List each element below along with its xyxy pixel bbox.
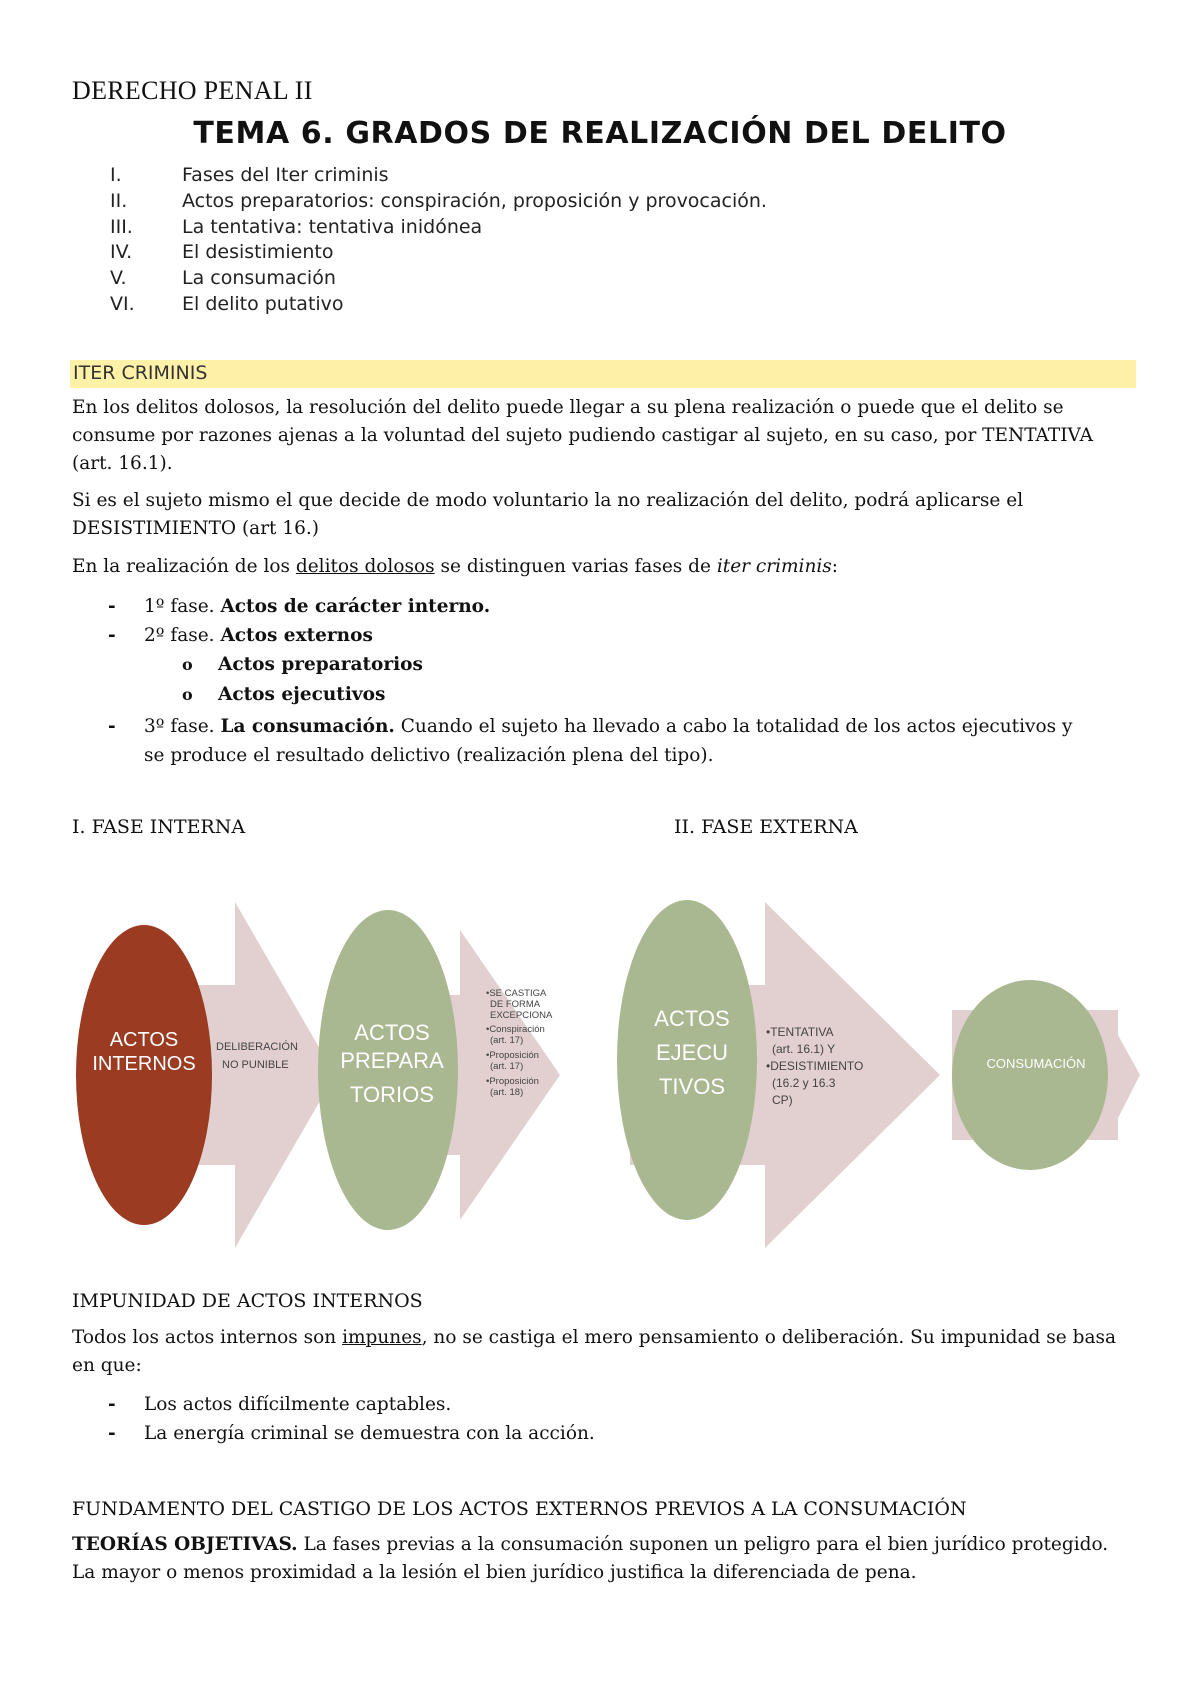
arrow-text: (art. 17) (490, 1035, 524, 1046)
dash-bullet: - (108, 625, 116, 646)
toc-text: El delito putativo (182, 293, 344, 315)
node-text: CONSUMACIÓN (986, 1056, 1086, 1071)
paragraph-tentativa (72, 394, 1132, 478)
node-text: TORIOS (350, 1082, 434, 1107)
paragraph-text: Si es el sujeto mismo el que decide de modo voluntario la no realización del delito, podrá aplicarse el DESISTIMIENTO (art 16.) (72, 490, 1024, 539)
page-title: TEMA 6. GRADOS DE REALIZACIÓN DEL DELITO (193, 116, 1007, 151)
dash-bullet: - (108, 1394, 116, 1415)
arrow-text: (16.2 y 16.3 (772, 1076, 836, 1090)
text-run: 1º fase. (144, 596, 221, 617)
arrow-text: •Conspiración (486, 1024, 545, 1035)
heading-highlight (70, 360, 1136, 388)
toc-number: VI. (110, 293, 135, 315)
toc-text: Fases del Iter criminis (182, 164, 389, 186)
phase-label-internal: I. FASE INTERNA (72, 816, 246, 838)
arrow-text: DE FORMA (490, 999, 541, 1010)
arrow-text: •Proposición (486, 1076, 539, 1087)
arrow-text: NO PUNIBLE (222, 1059, 289, 1071)
toc-text: La tentativa: tentativa inidónea (182, 216, 483, 238)
text-run: 3º fase. (144, 716, 221, 737)
node-consumacion (952, 980, 1108, 1170)
node-actos-internos (76, 925, 212, 1225)
toc-number: III. (110, 216, 133, 238)
arrow-text: •Proposición (486, 1050, 539, 1061)
text-run: Cuando el sujeto ha llevado a cabo la totalidad de los actos ejecutivos y (394, 716, 1073, 737)
section-heading-iter-criminis: ITER CRIMINIS (73, 362, 208, 384)
paragraph-fases (72, 553, 1132, 581)
underlined-term: impunes (342, 1327, 422, 1348)
node-text: TIVOS (658, 1074, 726, 1099)
arrow-text: CP) (772, 1093, 793, 1107)
arrow-text: •SE CASTIGA (486, 988, 547, 999)
arrow-text: EXCEPCIONA (490, 1010, 553, 1021)
section-heading-impunidad: IMPUNIDAD DE ACTOS INTERNOS (72, 1290, 423, 1312)
bold-text: Actos de carácter interno. (220, 596, 491, 617)
paragraph-impunidad (72, 1324, 1132, 1380)
toc-text: La consumación (182, 267, 336, 289)
arrow-text: •TENTATIVA (766, 1025, 834, 1039)
italic-term: iter criminis (716, 556, 832, 577)
dash-bullet: - (108, 1423, 116, 1444)
toc-text: El desistimiento (182, 241, 334, 263)
node-text: ACTOS (354, 1020, 430, 1045)
section-heading-fundamento: FUNDAMENTO DEL CASTIGO DE LOS ACTOS EXTERNOS PREVIOS A LA CONSUMACIÓN (72, 1498, 967, 1520)
iter-criminis-diagram (70, 890, 1140, 1260)
bold-text: TEORÍAS OBJETIVAS. (72, 1534, 298, 1555)
list-text: Los actos difícilmente captables. (144, 1394, 452, 1415)
text-run: En la realización de los (72, 556, 296, 577)
bold-text: La consumación. (220, 716, 395, 737)
arrow-text: •DESISTIMIENTO (766, 1059, 864, 1073)
paragraph-teorias-objetivas (72, 1531, 1132, 1587)
underlined-term: delitos dolosos (295, 556, 435, 577)
node-text: PREPARA (340, 1048, 444, 1073)
circle-bullet: o (182, 685, 193, 704)
node-text: INTERNOS (92, 1053, 196, 1075)
text-run: La fases previas a la consumación suponen un peligro para el bien jurídico protegido. La mayor o menos proximidad a la lesión el bien jurídico justifica la diferenciada de pena. (72, 1534, 1109, 1583)
toc-text: Actos preparatorios: conspiración, proposición y provocación. (182, 190, 767, 212)
bold-text: Actos preparatorios (218, 654, 423, 675)
course-title: DERECHO PENAL II (72, 76, 313, 105)
node-text: ACTOS (109, 1029, 179, 1051)
dash-bullet: - (108, 716, 116, 737)
paragraph-text: En los delitos dolosos, la resolución del delito puede llegar a su plena realización o puede que el delito se consume por razones ajenas a la voluntad del sujeto pudiendo castigar al sujeto, en su caso, por TENTATIVA (art. 16.1). (72, 397, 1093, 474)
arrow-text: (art. 18) (490, 1087, 524, 1098)
arrow-text: (art. 16.1) Y (772, 1042, 836, 1056)
text-run: : (831, 556, 839, 577)
dash-bullet: - (108, 596, 116, 617)
arrow-text: (art. 17) (490, 1061, 524, 1072)
list-item-continuation: se produce el resultado delictivo (realización plena del tipo). (144, 745, 714, 766)
bold-text: Actos ejecutivos (218, 684, 386, 705)
list-text: La energía criminal se demuestra con la acción. (144, 1423, 595, 1444)
phase-label-external: II. FASE EXTERNA (674, 816, 858, 838)
node-text: EJECU (655, 1040, 729, 1065)
toc-number: II. (110, 190, 128, 212)
toc-number: I. (110, 164, 122, 186)
toc-number: IV. (110, 241, 133, 263)
paragraph-desistimiento (72, 487, 1132, 543)
circle-bullet: o (182, 655, 193, 674)
node-text: ACTOS (654, 1006, 730, 1031)
text-run: Todos los actos internos son (72, 1327, 343, 1348)
toc-number: V. (110, 267, 127, 289)
bold-text: Actos externos (220, 625, 373, 646)
text-run: , no se castiga el mero pensamiento o deliberación. Su impunidad se basa en que: (72, 1327, 1116, 1376)
text-run: 2º fase. (144, 625, 221, 646)
arrow-text: DELIBERACIÓN (216, 1041, 298, 1053)
text-run: se distinguen varias fases de (434, 556, 717, 577)
